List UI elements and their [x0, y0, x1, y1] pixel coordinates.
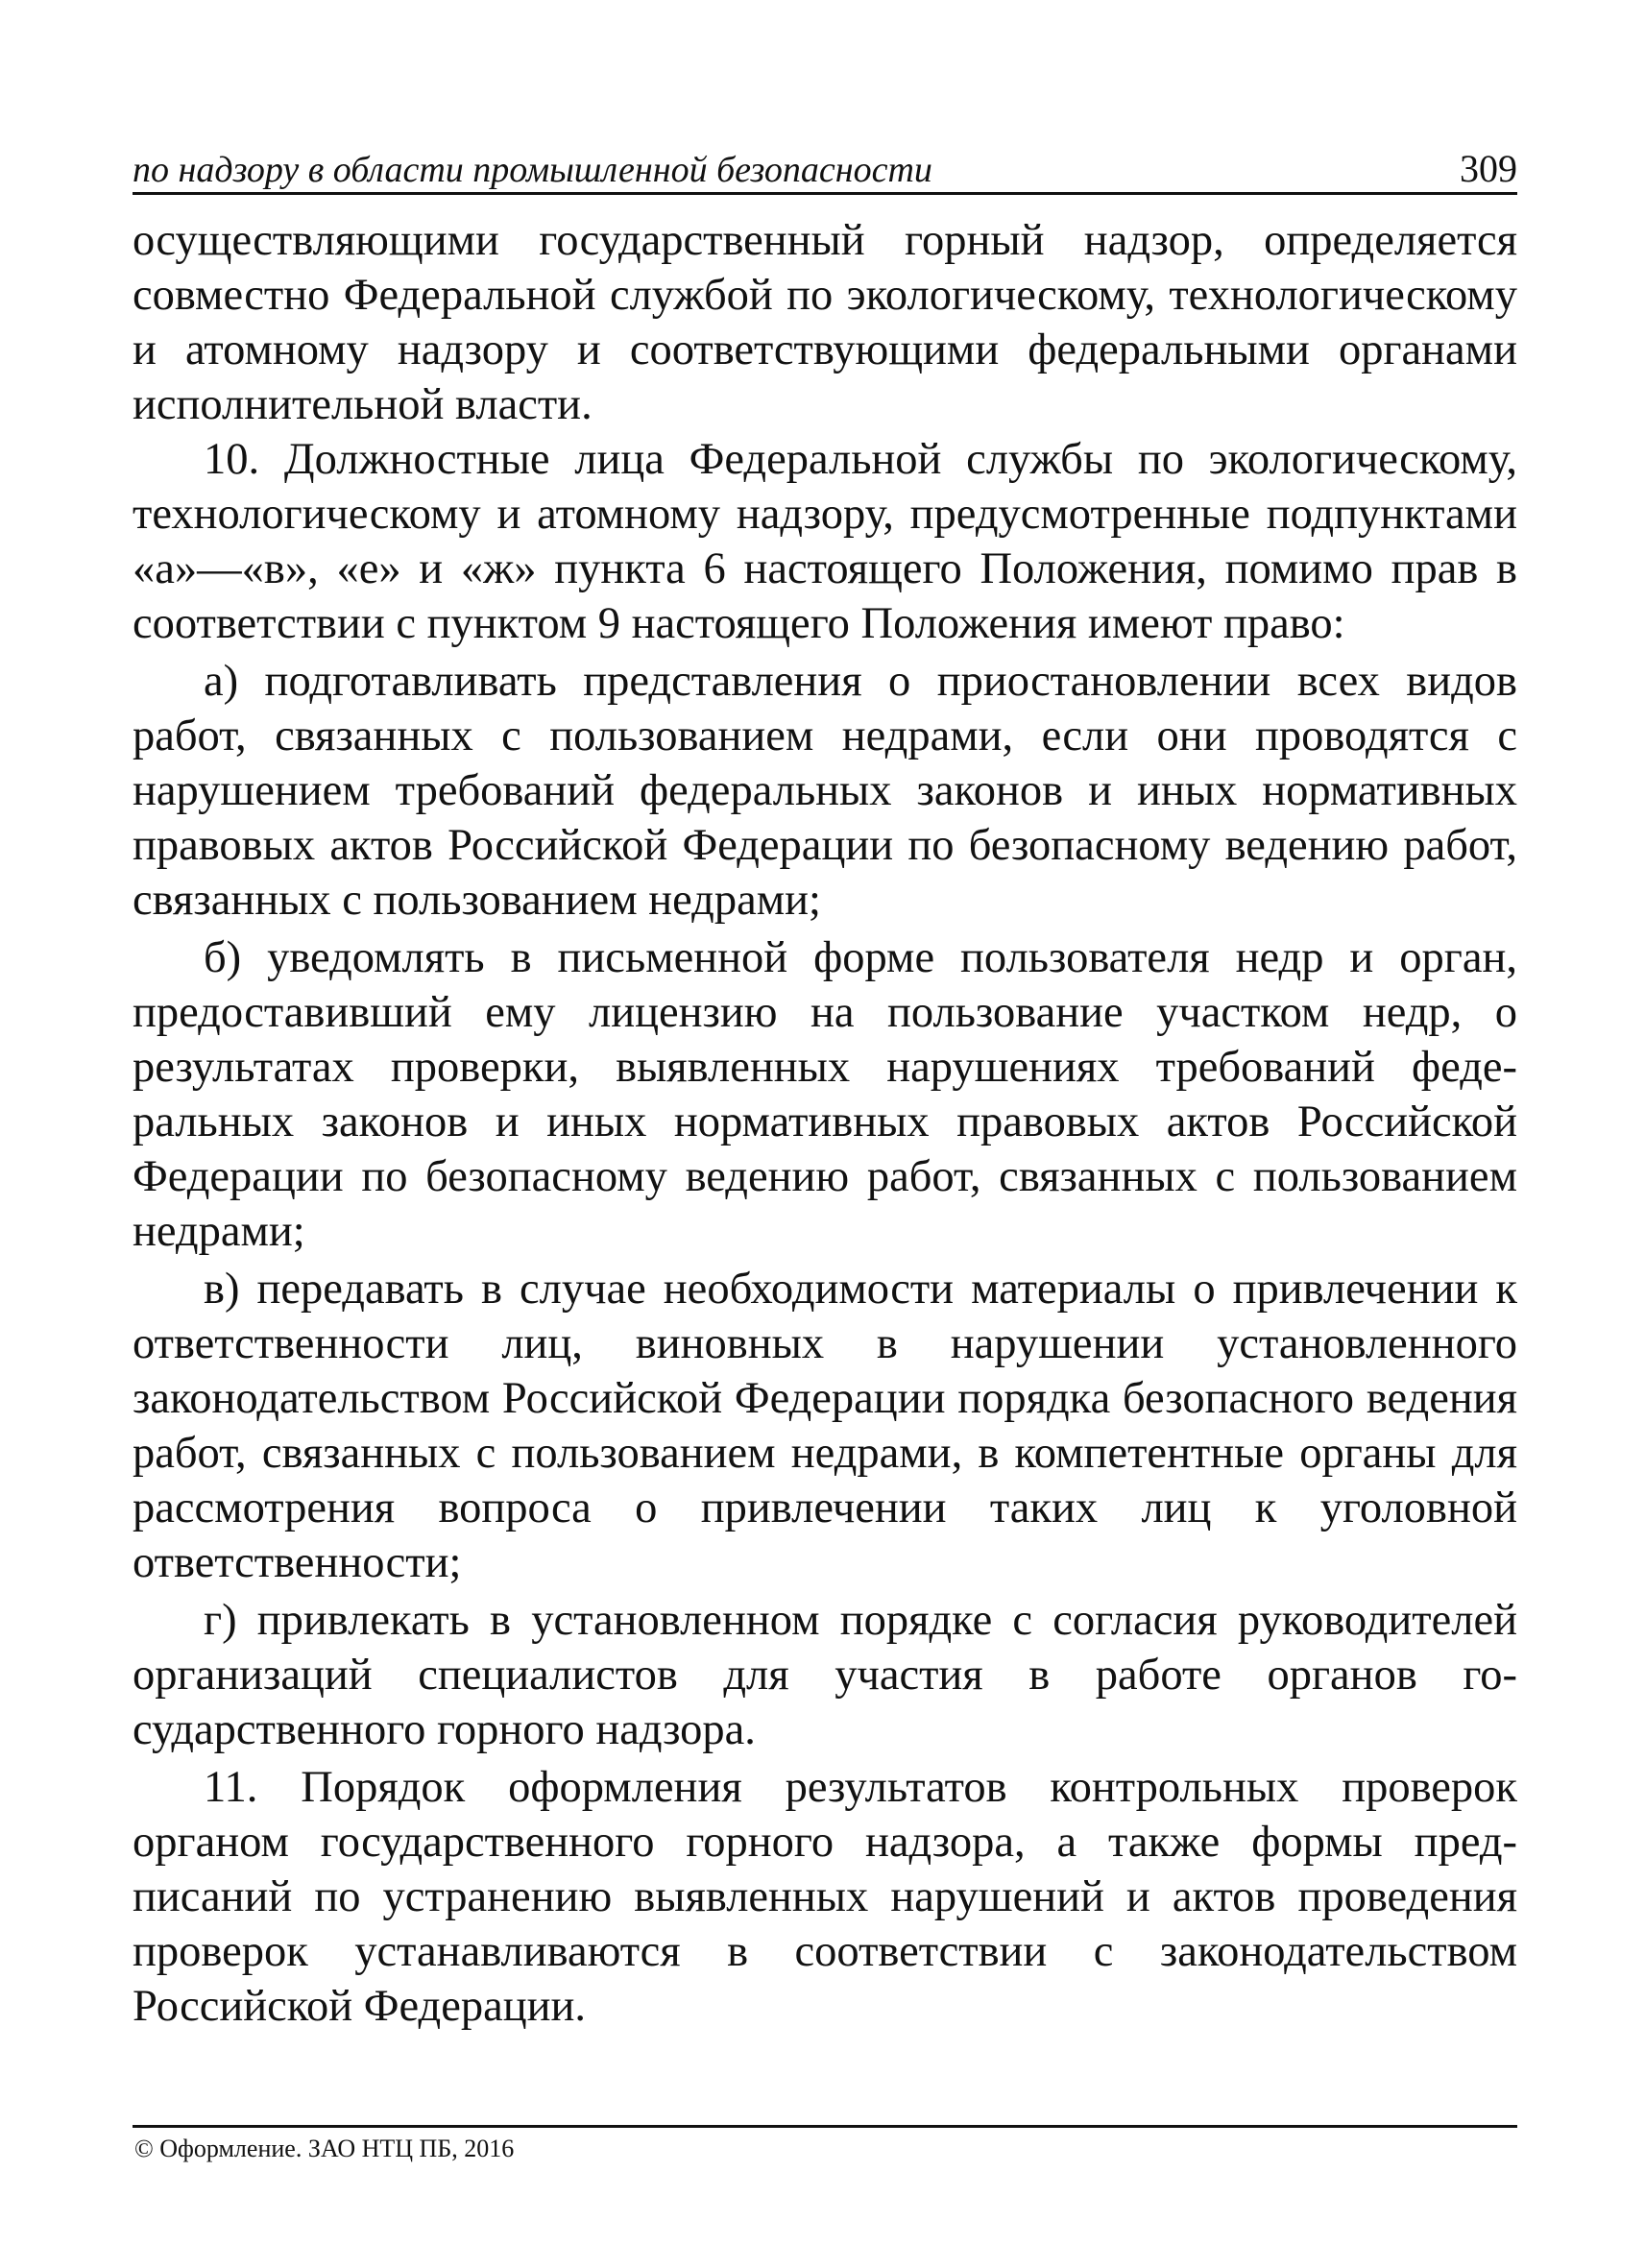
page-body	[133, 213, 1517, 2034]
running-header-title: по надзору в области промышленной безопасности	[133, 150, 932, 190]
running-header	[133, 144, 1517, 195]
paragraph-clause-10: 10. Должностные лица Федеральной службы по экологическому, технологическому и атомному надзору, предусмотренные подпунктами «а»—«в», «е» и «ж» пункта 6 настоящего Положения, помимо прав в соответствии с пунктом 9 настоящего Положения имеют право:	[133, 435, 1517, 648]
list-item-v: в) передавать в случае необходимости материалы о привлечении к ответственности лиц, виновных в нарушении установленного законодательством Российской Федерации порядка безопасного ведения работ, связанных с пользованием недрами, в компетентные органы для рассмотрения вопроса о привлечении таких лиц к уголовной ответственности;	[133, 1265, 1517, 1587]
footer-divider	[133, 2125, 1517, 2128]
list-item-b: б) уведомлять в письменной форме пользователя недр и орган, предоставивший ему лицензию на пользование участком недр, о результатах проверки, выявленных нарушениях требований федеральных законов и иных нормативных правовых актов Российской Федерации по безопасному ведению работ, связанных с пользованием недрами;	[133, 933, 1517, 1256]
list-item-a: а) подготавливать представления о приостановлении всех видов работ, связанных с пользованием недрами, если они проводятся с нарушением требований федеральных законов и иных нормативных правовых актов Российской Федерации по безопасному ведению работ, связанных с пользованием недрами;	[133, 657, 1517, 925]
paragraph-continuation: осуществляющими государственный горный надзор, определяется совместно Федеральной службой по экологическому, технологическому и атомному надзору и соответствующими федеральными органами исполнительной власти.	[133, 216, 1517, 429]
page-number: 309	[1460, 147, 1517, 190]
list-item-g: г) привлекать в установленном порядке с согласия руководителей организаций специалистов для участия в работе органов государственного горного надзора.	[133, 1596, 1517, 1754]
paragraph-clause-11: 11. Порядок оформления результатов контрольных проверок органом государственного горного надзора, а также формы предписаний по устранению выявленных нарушений и актов проведения проверок устанавливаются в соответствии с законодательством Российской Федерации.	[133, 1763, 1517, 2031]
footer-copyright: © Оформление. ЗАО НТЦ ПБ, 2016	[134, 2135, 515, 2162]
